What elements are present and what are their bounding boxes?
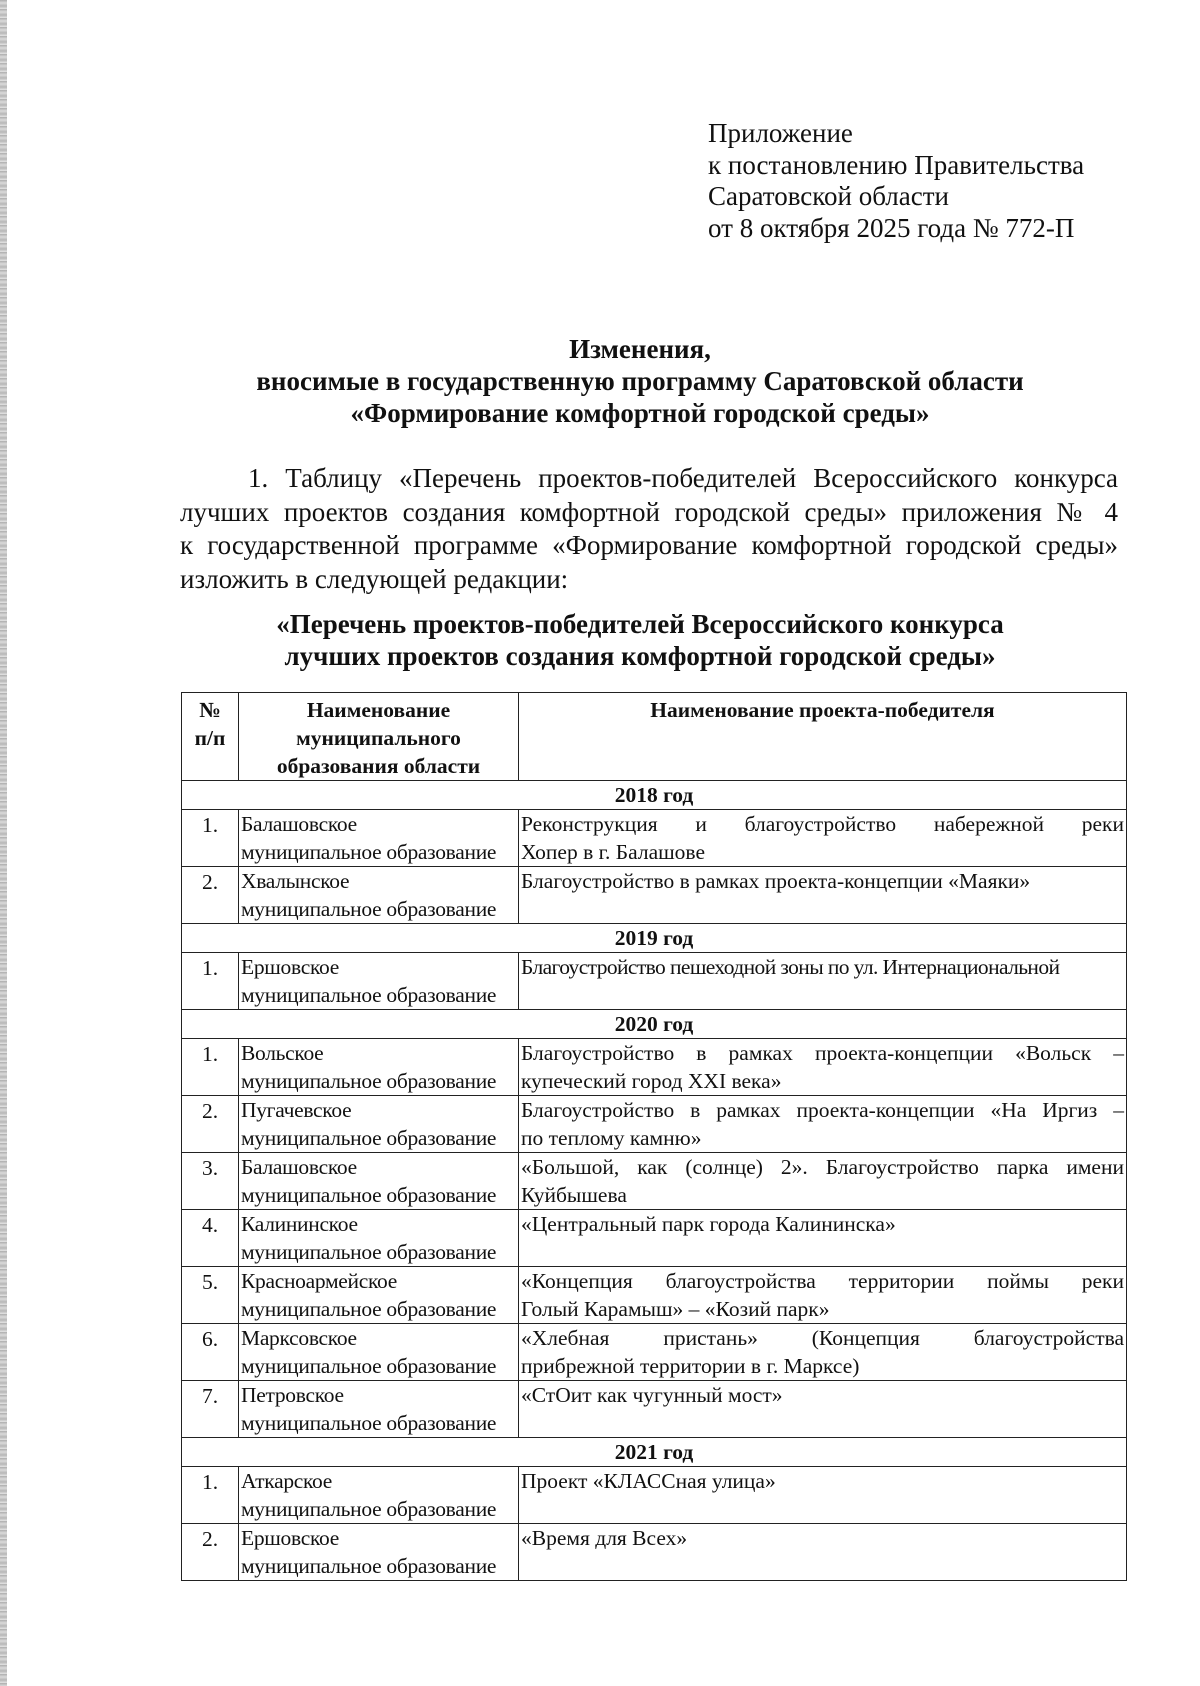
row-municipality: Аткарское муниципальное образование	[239, 1467, 519, 1524]
paragraph-line: лучших проектов создания комфортной городской среды» приложения № 4	[180, 496, 1118, 527]
title-line: Изменения,	[569, 334, 711, 364]
row-num: 2.	[182, 1096, 239, 1153]
row-project: «СтОит как чугунный мост»	[519, 1381, 1127, 1438]
projects-table	[181, 692, 1127, 1581]
row-municipality: Ершовское муниципальное образование	[239, 1524, 519, 1581]
table-header-row	[182, 693, 1127, 781]
year-row	[182, 924, 1127, 953]
table-row	[182, 1210, 1127, 1267]
table-row	[182, 1467, 1127, 1524]
table-row	[182, 1324, 1127, 1381]
table-row	[182, 1096, 1127, 1153]
row-municipality: Вольское муниципальное образование	[239, 1039, 519, 1096]
row-municipality: Хвалынское муниципальное образование	[239, 867, 519, 924]
row-project: «Концепция благоустройства территории поймы реки Голый Карамыш» – «Козий парк»	[519, 1267, 1127, 1324]
row-num: 1.	[182, 953, 239, 1010]
table-row	[182, 1153, 1127, 1210]
title-line: «Формирование комфортной городской среды»	[350, 398, 930, 428]
header-project: Наименование проекта-победителя	[519, 693, 1127, 781]
table-row	[182, 953, 1127, 1010]
table-title	[180, 608, 1100, 672]
scan-edge	[0, 0, 7, 1686]
row-project: Благоустройство в рамках проекта-концепции «Маяки»	[519, 867, 1127, 924]
row-municipality: Калининское муниципальное образование	[239, 1210, 519, 1267]
appendix-block	[708, 118, 1084, 244]
year-label: 2018 год	[182, 781, 1127, 810]
row-project: «Время для Всех»	[519, 1524, 1127, 1581]
row-num: 1.	[182, 1467, 239, 1524]
row-num: 1.	[182, 810, 239, 867]
subtitle-line: лучших проектов создания комфортной городской среды»	[284, 641, 996, 671]
appendix-line: Приложение	[708, 118, 853, 148]
table-row	[182, 1039, 1127, 1096]
row-municipality: Марксовское муниципальное образование	[239, 1324, 519, 1381]
row-project: Проект «КЛАССная улица»	[519, 1467, 1127, 1524]
header-num: № п/п	[182, 693, 239, 781]
year-label: 2021 год	[182, 1438, 1127, 1467]
appendix-line: от 8 октября 2025 года № 772-П	[708, 212, 1075, 243]
year-label: 2020 год	[182, 1010, 1127, 1039]
appendix-line: Саратовской области	[708, 181, 949, 211]
header-municipality: Наименование муниципального образования области	[239, 693, 519, 781]
row-num: 2.	[182, 1524, 239, 1581]
row-project: «Центральный парк города Калининска»	[519, 1210, 1127, 1267]
row-project: «Большой, как (солнце) 2». Благоустройство парка имени Куйбышева	[519, 1153, 1127, 1210]
row-project: Благоустройство в рамках проекта-концепции «Вольск – купеческий город XXI века»	[519, 1039, 1127, 1096]
row-municipality: Петровское муниципальное образование	[239, 1381, 519, 1438]
row-project: Благоустройство в рамках проекта-концепции «На Иргиз – по теплому камню»	[519, 1096, 1127, 1153]
year-row	[182, 781, 1127, 810]
row-municipality: Ершовское муниципальное образование	[239, 953, 519, 1010]
table-row	[182, 867, 1127, 924]
row-project: Реконструкция и благоустройство набережной реки Хопер в г. Балашове	[519, 810, 1127, 867]
paragraph-line: изложить в следующей редакции:	[180, 563, 569, 594]
row-num: 7.	[182, 1381, 239, 1438]
table-row	[182, 1381, 1127, 1438]
table-row	[182, 1524, 1127, 1581]
row-num: 5.	[182, 1267, 239, 1324]
row-num: 6.	[182, 1324, 239, 1381]
title-line: вносимые в государственную программу Саратовской области	[256, 366, 1024, 396]
appendix-line: к постановлению Правительства	[708, 149, 1085, 180]
row-num: 1.	[182, 1039, 239, 1096]
paragraph-line: к государственной программе «Формирование комфортной городской среды»	[180, 530, 1118, 560]
document-title	[180, 333, 1100, 429]
table-row	[182, 1267, 1127, 1324]
row-municipality: Пугачевское муниципальное образование	[239, 1096, 519, 1153]
amendment-paragraph	[180, 462, 1118, 596]
year-row	[182, 1438, 1127, 1467]
row-project: Благоустройство пешеходной зоны по ул. Интернациональной	[519, 953, 1127, 1010]
paragraph-line: 1. Таблицу «Перечень проектов-победителей Всероссийского конкурса	[248, 463, 1118, 493]
row-num: 4.	[182, 1210, 239, 1267]
row-project: «Хлебная пристань» (Концепция благоустройства прибрежной территории в г. Марксе)	[519, 1324, 1127, 1381]
row-municipality: Красноармейское муниципальное образование	[239, 1267, 519, 1324]
row-municipality: Балашовское муниципальное образование	[239, 810, 519, 867]
subtitle-line: «Перечень проектов-победителей Всероссийского конкурса	[276, 609, 1004, 639]
row-municipality: Балашовское муниципальное образование	[239, 1153, 519, 1210]
row-num: 2.	[182, 867, 239, 924]
year-label: 2019 год	[182, 924, 1127, 953]
year-row	[182, 1010, 1127, 1039]
table-row	[182, 810, 1127, 867]
row-num: 3.	[182, 1153, 239, 1210]
